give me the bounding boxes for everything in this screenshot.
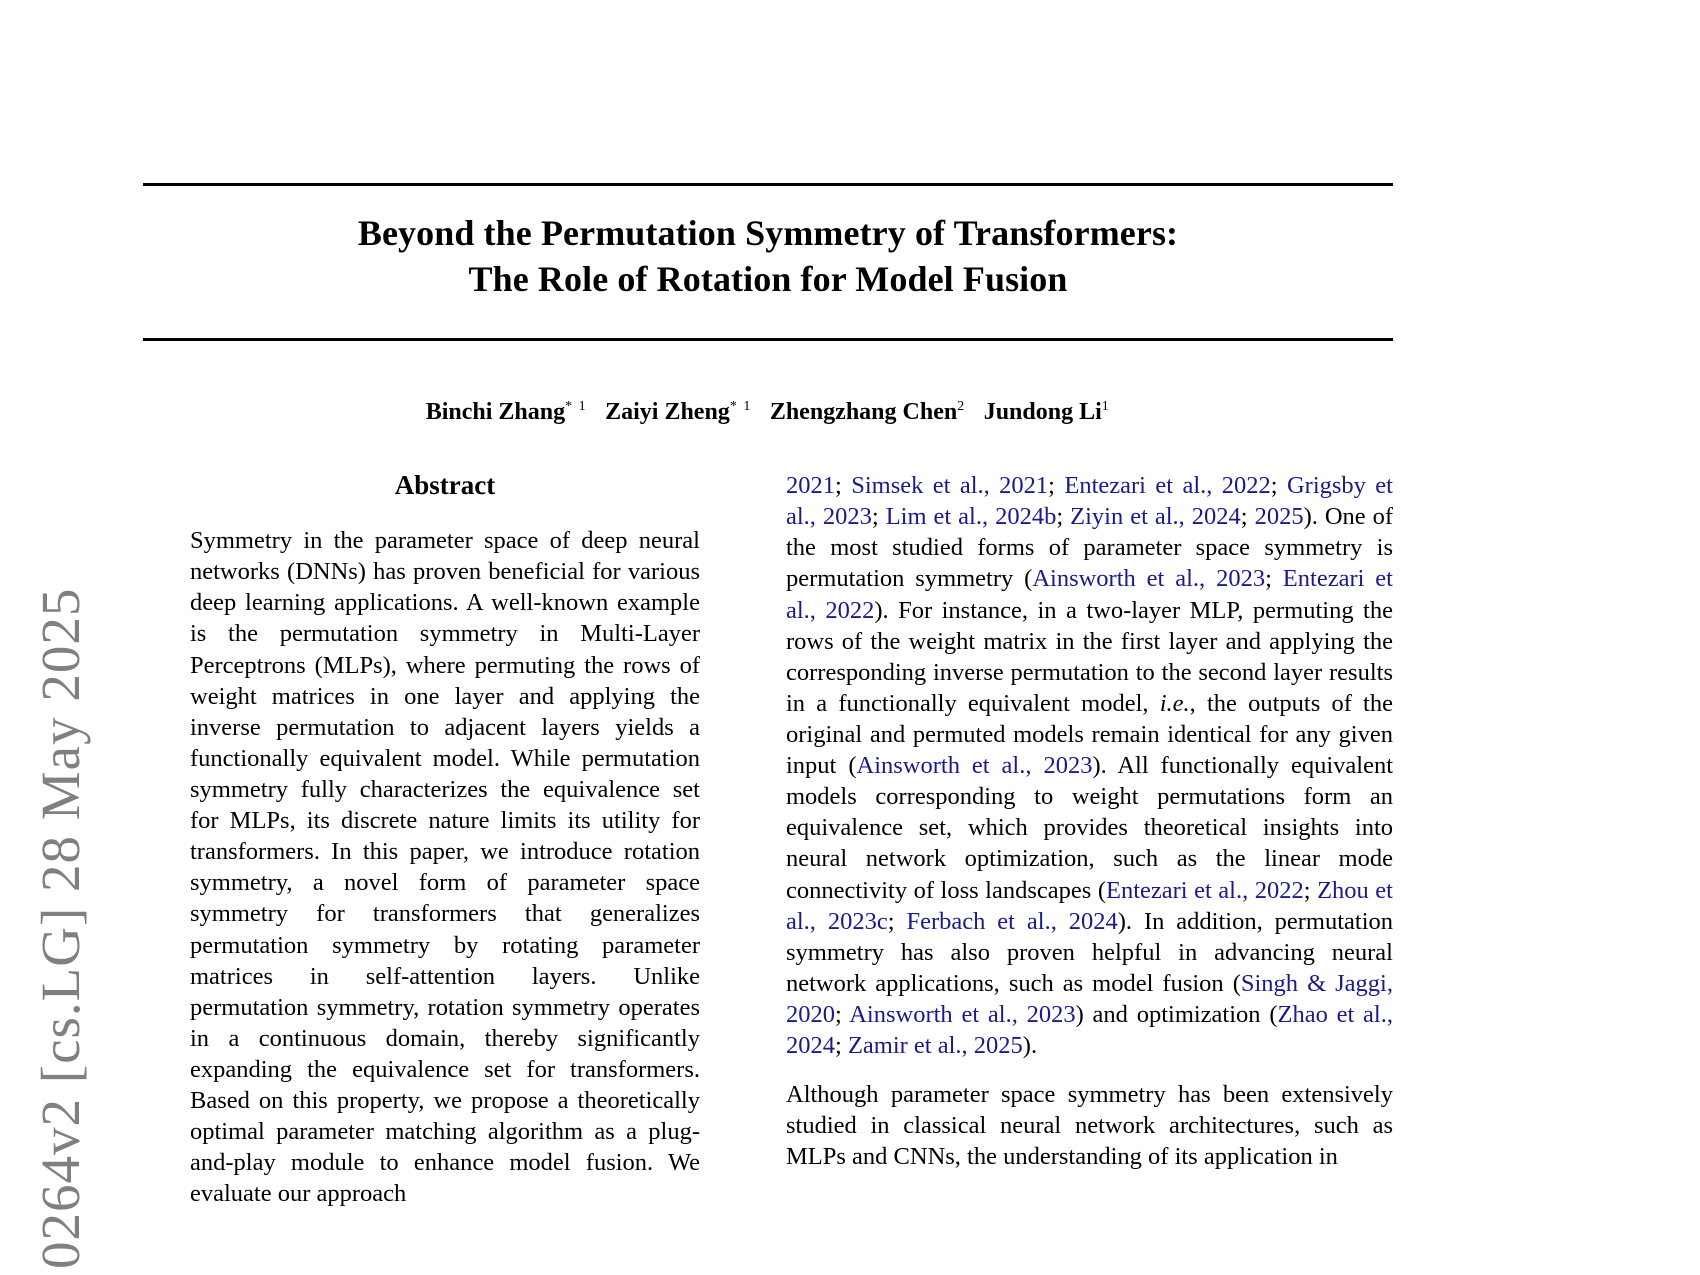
author-name: Zaiyi Zheng$^{* 1}$ <box>605 399 752 426</box>
citation-link[interactable]: Simsek et al., 2021 <box>851 472 1049 500</box>
body-text: ; <box>1265 565 1283 593</box>
citation-link[interactable]: Grigsby et al., 2023 <box>786 472 1393 531</box>
citation-link[interactable]: Zhao et al., 2024 <box>786 1001 1393 1060</box>
body-text: ; <box>887 907 907 935</box>
arxiv-identifier-stamp <box>0 0 120 1275</box>
body-text: ; <box>1048 472 1065 500</box>
body-text: ; <box>1270 472 1287 500</box>
citation-link[interactable]: Entezari et al., 2022 <box>1064 472 1271 500</box>
citation-link[interactable]: Ferbach et al., 2024 <box>906 907 1118 935</box>
abstract-heading: Abstract <box>394 470 496 501</box>
title-line-2: The Role of Rotation for Model Fusion <box>468 259 1068 300</box>
citation-link[interactable]: Entezari et al., 2022 <box>1105 876 1304 904</box>
author-affiliation-mark: 1 <box>1101 399 1111 415</box>
body-text: ; <box>835 472 852 500</box>
italic-text: i.e. <box>1159 689 1190 717</box>
paper-title <box>143 186 1393 322</box>
citation-link[interactable]: Ainsworth et al., 2023 <box>849 1001 1076 1029</box>
body-text: ; <box>835 1001 850 1029</box>
body-text: ; <box>1303 876 1318 904</box>
citation-link[interactable]: Ainsworth et al., 2023 <box>1032 565 1266 593</box>
abstract-text: Symmetry in the parameter space of deep neural networks (DNNs) has proven beneficial for various deep learning applications. A well-known example is the permutation symmetry in Multi-Layer Perceptrons (MLPs), where permuting the rows of weight matrices in one layer and applying the inverse permutation to adjacent layers yields a functionally equivalent model. While permutation symmetry fully characterizes the equivalence set for MLPs, its discrete nature limits its utility for transformers. In this paper, we introduce rotation symmetry, a novel form of parameter space symmetry for transformers that generalizes permutation symmetry by rotating parameter matrices in self-attention layers. Unlike permutation symmetry, rotation symmetry operates in a continuous domain, thereby significantly expanding the equivalence set for transformers. Based on this property, we propose a theoretically optimal parameter matching algorithm as a plug-and-play module to enhance model fusion. We evaluate our approach <box>190 527 700 1208</box>
body-text: ). For instance, in a two-layer MLP, permuting the rows of the weight matrix in the first layer and applying the corresponding inverse permutation to the second layer results in a functionally equivalent model, <box>786 596 1393 717</box>
title-line-1: Beyond the Permutation Symmetry of Transformers: <box>357 213 1179 253</box>
citation-link[interactable]: 2025 <box>1254 503 1304 531</box>
abstract-column <box>190 470 700 1270</box>
body-text: ; <box>835 1032 848 1060</box>
column-gutter <box>700 470 786 1270</box>
body-text: ) and optimization ( <box>1075 1001 1278 1029</box>
introduction-column <box>786 470 1393 1270</box>
body-text: ; <box>871 503 886 531</box>
author-list <box>143 399 1393 426</box>
body-text: , the outputs of the original and permuted models remain identical for any given input ( <box>786 689 1393 780</box>
body-text: ). In addition, permutation symmetry has also proven helpful in advancing neural network applications, such as model fusion ( <box>786 907 1393 997</box>
citation-link[interactable]: Ziyin et al., 2024 <box>1070 503 1241 531</box>
body-text: ). <box>1022 1032 1038 1060</box>
title-rule-bottom <box>143 338 1393 341</box>
arxiv-stamp-text: 0264v2 [cs.LG] 28 May 2025 <box>29 587 91 1269</box>
body-text: ). One of the most studied forms of parameter space symmetry is permutation symmetry ( <box>786 503 1393 593</box>
body-text: ; <box>1240 503 1255 531</box>
author-affiliation-mark: 2 <box>957 399 966 415</box>
citation-link[interactable]: Entezari et al., 2022 <box>786 565 1393 624</box>
body-text: ; <box>1056 503 1071 531</box>
paper-page <box>143 0 1393 1275</box>
citation-link[interactable]: 2021 <box>786 472 835 500</box>
citation-link[interactable]: Lim et al., 2024b <box>885 503 1057 531</box>
two-column-body <box>143 470 1393 1270</box>
citation-link[interactable]: Zhou et al., 2023c <box>786 876 1393 935</box>
author-affiliation-mark: * 1 <box>565 399 588 415</box>
intro-paragraph-2 <box>786 1079 1393 1172</box>
body-text: Although parameter space symmetry has been extensively studied in classical neural network architectures, such as MLPs and CNNs, the understanding of its application in <box>786 1081 1393 1171</box>
author-name: Zhengzhang Chen$^2$ <box>769 399 966 426</box>
intro-paragraph-1 <box>786 470 1393 1061</box>
body-text: ). All functionally equivalent models corresponding to weight permutations form an equivalence set, which provides theoretical insights into neural network optimization, such as the linear mode connectivity of loss landscapes ( <box>786 752 1393 904</box>
author-name: Jundong Li$^1$ <box>983 399 1111 426</box>
citation-link[interactable]: Zamir et al., 2025 <box>847 1032 1023 1060</box>
citation-link[interactable]: Ainsworth et al., 2023 <box>856 752 1093 780</box>
author-name: Binchi Zhang$^{* 1}$ <box>425 399 588 426</box>
author-affiliation-mark: * 1 <box>729 399 752 415</box>
citation-link[interactable]: Singh & Jaggi, 2020 <box>786 969 1393 1029</box>
